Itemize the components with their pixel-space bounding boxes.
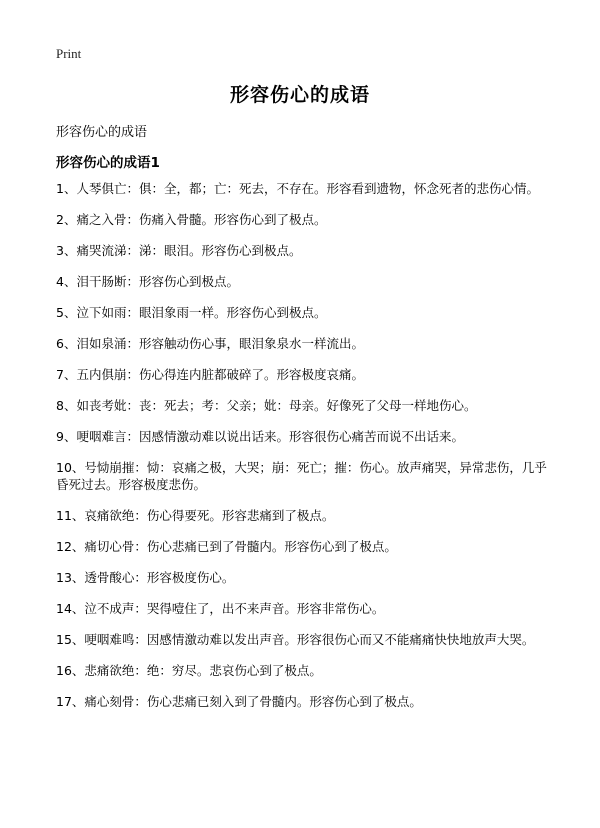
list-item: 13、透骨酸心：形容极度伤心。 <box>56 570 235 585</box>
list-item: 11、哀痛欲绝：伤心得要死。形容悲痛到了极点。 <box>56 508 335 523</box>
list-item: 15、哽咽难鸣：因感情激动难以发出声音。形容很伤心而又不能痛痛快快地放声大哭。 <box>56 632 535 647</box>
idiom-list <box>56 180 556 724</box>
list-item: 6、泪如泉涌：形容触动伤心事，眼泪象泉水一样流出。 <box>56 336 364 351</box>
list-item: 8、如丧考妣：丧：死去；考：父亲；妣：母亲。好像死了父母一样地伤心。 <box>56 398 477 413</box>
print-link[interactable]: Print <box>56 46 82 61</box>
section-heading: 形容伤心的成语1 <box>56 155 160 171</box>
list-item: 9、哽咽难言：因感情激动难以说出话来。形容很伤心痛苦而说不出话来。 <box>56 429 464 444</box>
list-item: 10、号恸崩摧：恸：哀痛之极，大哭；崩：死亡；摧：伤心。放声痛哭，异常悲伤，几乎昏死过去。形容极度悲伤。 <box>56 460 547 492</box>
list-item: 14、泣不成声：哭得噎住了，出不来声音。形容非常伤心。 <box>56 601 385 616</box>
list-item: 3、痛哭流涕：涕：眼泪。形容伤心到极点。 <box>56 243 302 258</box>
list-item: 16、悲痛欲绝：绝：穷尽。悲哀伤心到了极点。 <box>56 663 322 678</box>
list-item: 1、人琴俱亡：俱：全，都；亡：死去，不存在。形容看到遗物，怀念死者的悲伤心情。 <box>56 181 539 196</box>
list-item: 4、泪干肠断：形容伤心到极点。 <box>56 274 239 289</box>
list-item: 5、泣下如雨：眼泪象雨一样。形容伤心到极点。 <box>56 305 327 320</box>
subtitle: 形容伤心的成语 <box>56 125 148 140</box>
list-item: 12、痛切心骨：伤心悲痛已到了骨髓内。形容伤心到了极点。 <box>56 539 397 554</box>
list-item: 7、五内俱崩：伤心得连内脏都破碎了。形容极度哀痛。 <box>56 367 364 382</box>
list-item: 2、痛之入骨：伤痛入骨髓。形容伤心到了极点。 <box>56 212 327 227</box>
list-item: 17、痛心刻骨：伤心悲痛已刻入到了骨髓内。形容伤心到了极点。 <box>56 694 422 709</box>
page-title: 形容伤心的成语 <box>229 84 370 106</box>
